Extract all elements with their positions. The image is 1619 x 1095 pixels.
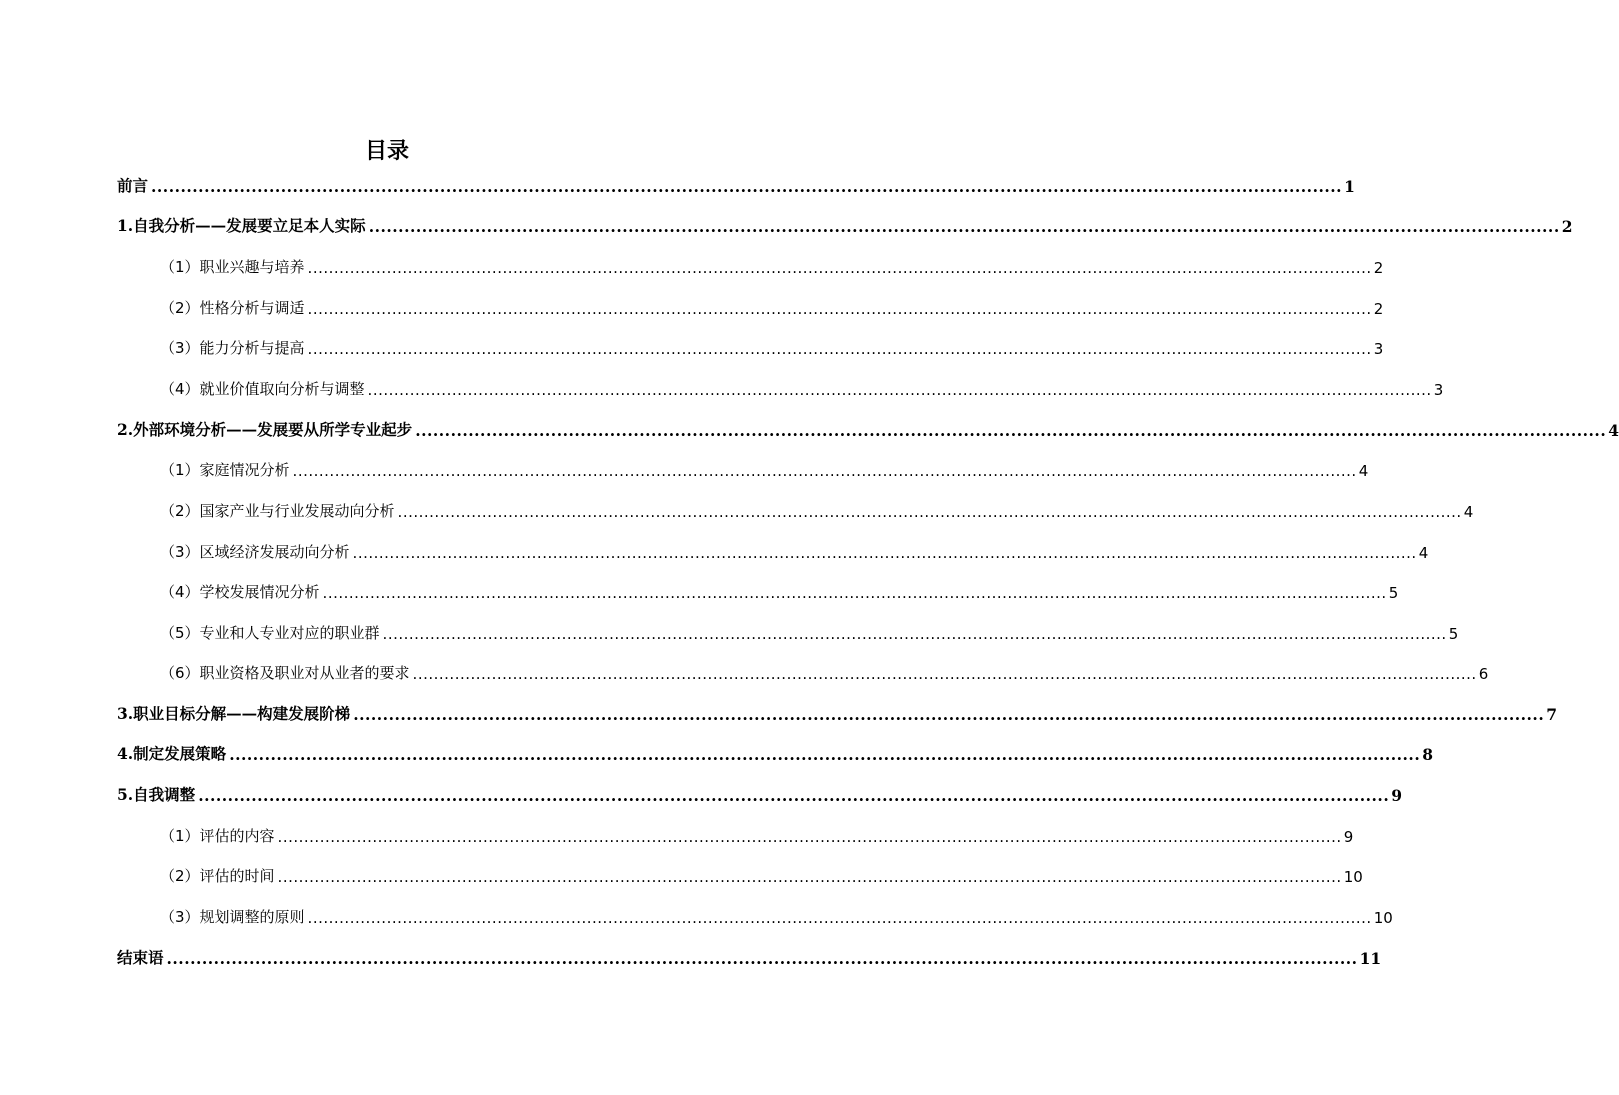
toc-entry[interactable]	[117, 781, 1403, 805]
toc-page-number: 4	[1463, 503, 1474, 521]
toc-page-number: 4	[1608, 421, 1619, 440]
toc-entry-text: 2.外部环境分析——发展要从所学专业起步	[117, 420, 413, 439]
toc-entry-text: （3）能力分析与提高	[160, 339, 305, 357]
toc-page-number: 5	[1388, 584, 1399, 602]
toc-entry[interactable]	[160, 659, 1489, 683]
dot-leader: ..........................................................................................................................................................................................................	[198, 786, 1390, 805]
dot-leader: ..........................................................................................................................................................................................................	[166, 949, 1358, 968]
dot-leader: ..........................................................................................................................................................................................................	[367, 381, 1432, 399]
toc-entry-text: 3.职业目标分解——构建发展阶梯	[117, 704, 351, 723]
toc-page-number: 11	[1359, 949, 1382, 968]
toc-page-number: 3	[1373, 340, 1384, 358]
toc-entry[interactable]	[160, 253, 1384, 277]
dot-leader: ..........................................................................................................................................................................................................	[352, 544, 1417, 562]
dot-leader: ..........................................................................................................................................................................................................	[307, 909, 1372, 927]
toc-entry[interactable]	[160, 862, 1363, 886]
dot-leader: ..........................................................................................................................................................................................................	[412, 665, 1477, 683]
toc-page-number: 10	[1373, 909, 1393, 927]
toc-entry-text: （3）规划调整的原则	[160, 908, 305, 926]
toc-entry-text: （5）专业和人专业对应的职业群	[160, 624, 380, 642]
toc-entry-text: （2）性格分析与调适	[160, 299, 305, 317]
toc-entry[interactable]	[160, 578, 1399, 602]
dot-leader: ..........................................................................................................................................................................................................	[353, 705, 1545, 724]
dot-leader: ..........................................................................................................................................................................................................	[292, 462, 1357, 480]
toc-entry-text: （6）职业资格及职业对从业者的要求	[160, 664, 410, 682]
dot-leader: ..........................................................................................................................................................................................................	[277, 868, 1342, 886]
toc-entry-text: （2）评估的时间	[160, 867, 275, 885]
dot-leader: ..........................................................................................................................................................................................................	[307, 300, 1372, 318]
toc-page-number: 5	[1448, 625, 1459, 643]
toc-entry-text: （1）评估的内容	[160, 827, 275, 845]
toc-title: 目录	[364, 138, 409, 164]
toc-page-number: 1	[1344, 177, 1355, 196]
toc-entry[interactable]	[160, 456, 1369, 480]
dot-leader: ..........................................................................................................................................................................................................	[277, 828, 1342, 846]
dot-leader: ..........................................................................................................................................................................................................	[229, 745, 1421, 764]
dot-leader: ..........................................................................................................................................................................................................	[415, 421, 1607, 440]
toc-entry[interactable]	[160, 822, 1354, 846]
dot-leader: ..........................................................................................................................................................................................................	[307, 340, 1372, 358]
dot-leader: ..........................................................................................................................................................................................................	[151, 177, 1343, 196]
toc-page-number: 7	[1546, 705, 1558, 724]
dot-leader: ..........................................................................................................................................................................................................	[382, 625, 1447, 643]
toc-entry[interactable]	[117, 172, 1355, 196]
toc-page-number: 4	[1358, 462, 1369, 480]
toc-page-number: 10	[1343, 868, 1363, 886]
toc-entry-text: （1）职业兴趣与培养	[160, 258, 305, 276]
toc-entry[interactable]	[117, 212, 1573, 236]
toc-page-number: 9	[1343, 828, 1354, 846]
toc-entry[interactable]	[160, 619, 1459, 643]
toc-page-number: 9	[1391, 786, 1403, 805]
toc-entry-text: （2）国家产业与行业发展动向分析	[160, 502, 395, 520]
toc-entry-text: 4.制定发展策略	[117, 744, 227, 763]
toc-entry[interactable]	[117, 740, 1434, 764]
toc-entry[interactable]	[117, 416, 1619, 440]
dot-leader: ..........................................................................................................................................................................................................	[322, 584, 1387, 602]
toc-page-number: 6	[1478, 665, 1489, 683]
toc-entry-text: 1.自我分析——发展要立足本人实际	[117, 216, 366, 235]
toc-page-number: 2	[1373, 259, 1384, 277]
toc-entry[interactable]	[160, 334, 1384, 358]
toc-entry[interactable]	[160, 538, 1429, 562]
toc-entry[interactable]	[160, 497, 1474, 521]
toc-entry[interactable]	[117, 944, 1382, 968]
dot-leader: ..........................................................................................................................................................................................................	[397, 503, 1462, 521]
toc-page-number: 3	[1433, 381, 1444, 399]
toc-page-number: 4	[1418, 544, 1429, 562]
toc-entry-text: （3）区域经济发展动向分析	[160, 543, 350, 561]
toc-page-number: 2	[1373, 300, 1384, 318]
toc-entry[interactable]	[117, 700, 1558, 724]
toc-entry[interactable]	[160, 294, 1384, 318]
toc-entry-text: 前言	[117, 176, 149, 195]
toc-entry-text: （1）家庭情况分析	[160, 461, 290, 479]
toc-entry-text: 结束语	[117, 948, 164, 967]
toc-page-number: 8	[1422, 745, 1434, 764]
toc-entry-text: （4）学校发展情况分析	[160, 583, 320, 601]
dot-leader: ..........................................................................................................................................................................................................	[368, 217, 1560, 236]
toc-page-number: 2	[1561, 217, 1573, 236]
dot-leader: ..........................................................................................................................................................................................................	[307, 259, 1372, 277]
toc-entry[interactable]	[160, 375, 1444, 399]
toc-entry[interactable]	[160, 903, 1393, 927]
toc-entry-text: （4）就业价值取向分析与调整	[160, 380, 365, 398]
toc-entry-text: 5.自我调整	[117, 785, 196, 804]
